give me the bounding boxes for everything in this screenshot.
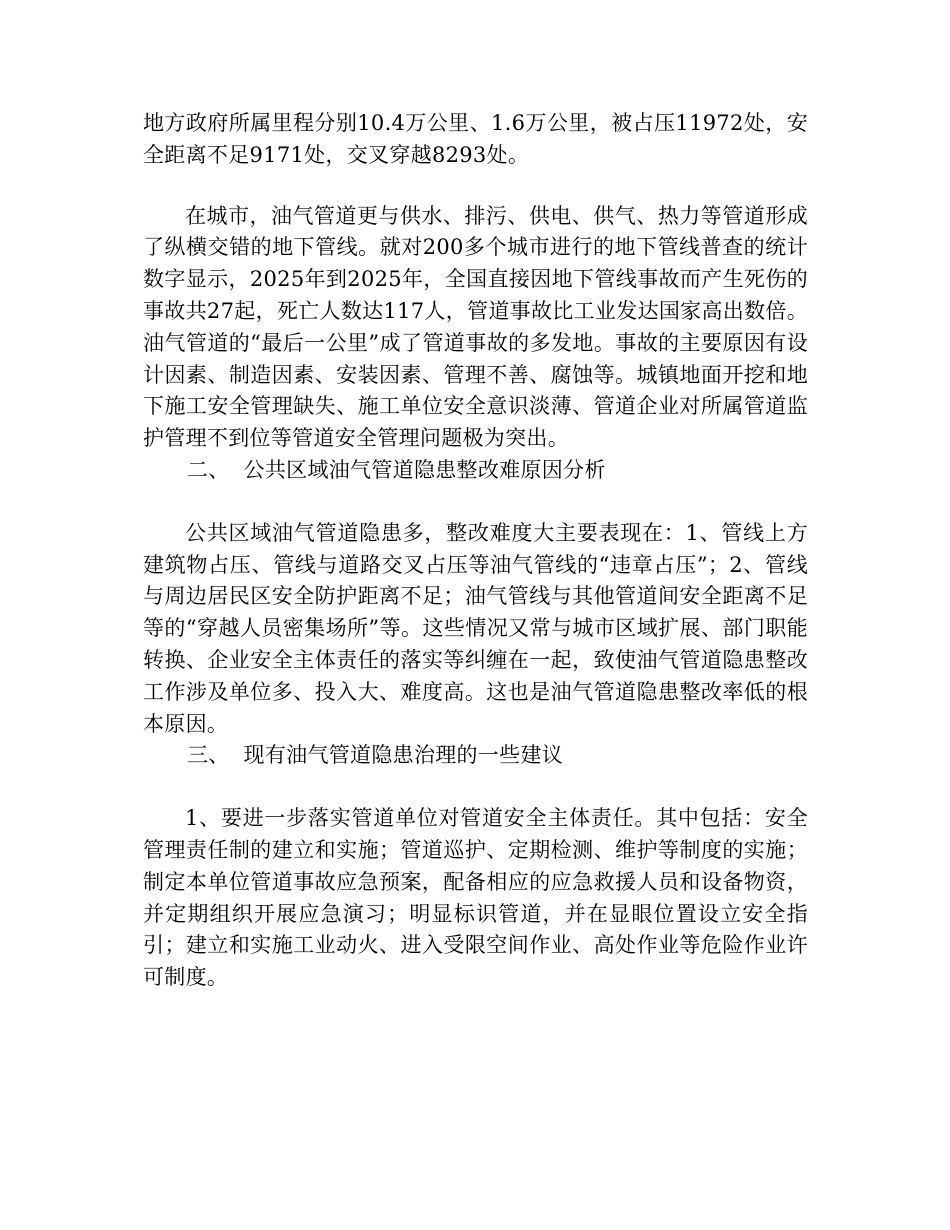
section-heading-2: 二、 公共区域油气管道隐患整改难原因分析	[187, 457, 606, 482]
paragraph-pipeline-mileage: 地方政府所属里程分别10.4万公里、1.6万公里，被占压11972处，安全距离不足9171处，交叉穿越8293处。	[143, 111, 808, 167]
document-page	[143, 108, 808, 994]
paragraph-urban-pipelines: 在城市，油气管道更与供水、排污、供电、供气、热力等管道形成了纵横交错的地下管线。就对200多个城市进行的地下管线普查的统计数字显示，2025年到2025年，全国直接因地下管线事故而产生死伤的事故共27起，死亡人数达117人，管道事故比工业发达国家高出数倍。油气管道的“最后一公里”成了管道事故的多发地。事故的主要原因有设计因素、制造因素、安装因素、管理不善、腐蚀等。城镇地面开挖和地下施工安全管理缺失、施工单位安全意识淡薄、管道企业对所属管道监护管理不到位等管道安全管理问题极为突出。	[143, 203, 808, 451]
paragraph-recommendation-1: 1、要进一步落实管道单位对管道安全主体责任。其中包括：安全管理责任制的建立和实施；管道巡护、定期检测、维护等制度的实施；制定本单位管道事故应急预案，配备相应的应急救援人员和设备物资，并定期组织开展应急演习；明显标识管道，并在显眼位置设立安全指引；建立和实施工业动火、进入受限空间作业、高处作业等危险作业许可制度。	[143, 806, 808, 990]
paragraph-rectification-difficulty: 公共区域油气管道隐患多，整改难度大主要表现在：1、管线上方建筑物占压、管线与道路交叉占压等油气管线的“违章占压”；2、管线与周边居民区安全防护距离不足；油气管线与其他管道间安全距离不足等的“穿越人员密集场所”等。这些情况又常与城市区域扩展、部门职能转换、企业安全主体责任的落实等纠缠在一起，致使油气管道隐患整改工作涉及单位多、投入大、难度高。这也是油气管道隐患整改率低的根本原因。	[143, 520, 808, 736]
section-heading-3: 三、 现有油气管道隐患治理的一些建议	[187, 743, 564, 768]
